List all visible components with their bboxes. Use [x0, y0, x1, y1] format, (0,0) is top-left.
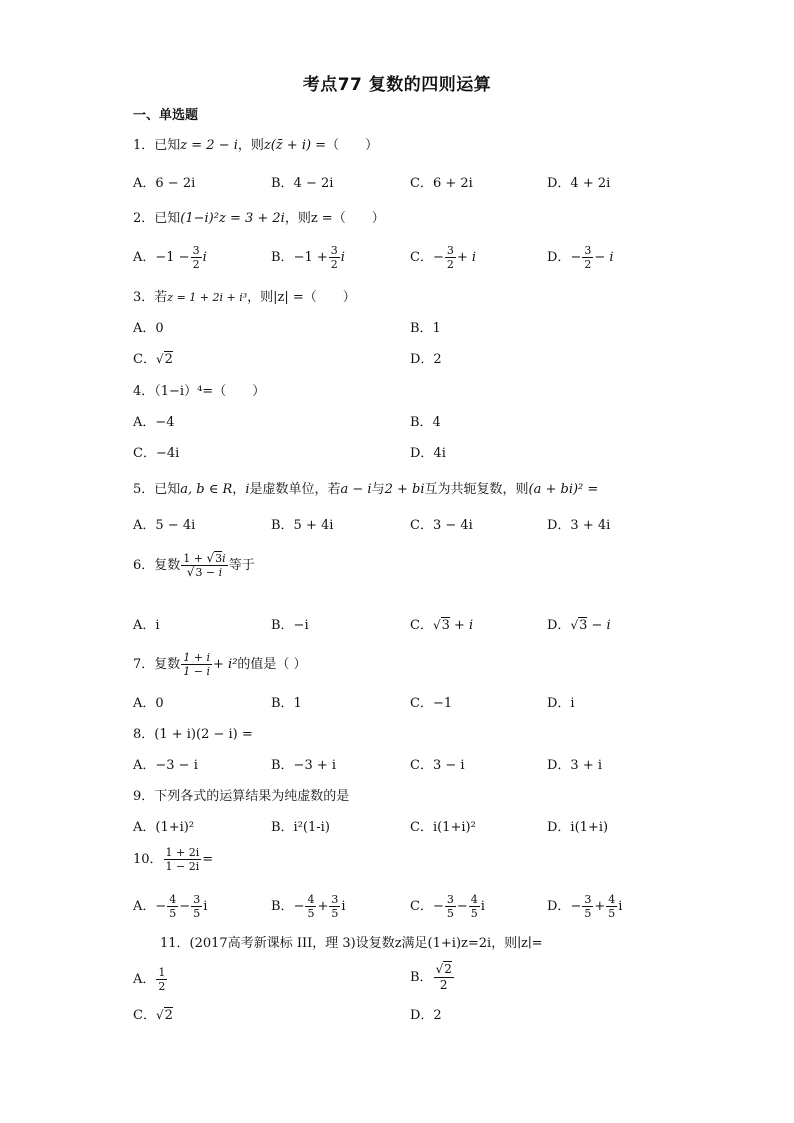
page-title: 考点77 复数的四则运算 — [302, 75, 492, 95]
q2-option-d[interactable]: D．− $\frac{3}{2}$ − i — [547, 244, 614, 271]
q7-option-c[interactable]: C．−1 — [410, 696, 453, 711]
q1-expr2: z(z̄ + i) = — [263, 138, 327, 153]
q1-tail: （ ） — [326, 138, 379, 153]
q10-option-c[interactable]: C．− $\frac{3}{5}$ − $\frac{4}{5}$ i — [410, 893, 485, 920]
q4-option-d[interactable]: D．4i — [410, 446, 446, 461]
q1-expr: z = 2 − i — [180, 138, 238, 153]
q11-option-a[interactable]: A． $\frac{1}{2}$ — [133, 966, 166, 993]
q9-option-c[interactable]: C．i(1+i)² — [410, 820, 476, 835]
q10-option-d[interactable]: D．− $\frac{3}{5}$ + $\frac{4}{5}$ i — [547, 893, 623, 920]
q8-option-d[interactable]: D．3 + i — [547, 758, 603, 773]
q1-mid: ，则 — [237, 138, 264, 153]
q3-option-a[interactable]: A．0 — [133, 321, 164, 336]
q1-option-c[interactable]: C．6 + 2i — [410, 176, 473, 191]
q3-expr: z = 1 + 2i + i³ — [167, 291, 248, 304]
q4-option-b[interactable]: B．4 — [410, 415, 441, 430]
q3-options-row2 — [133, 348, 673, 368]
q8-options — [133, 754, 673, 774]
question-4: 4．（1−i）⁴=（ ） — [133, 384, 266, 399]
q2-expr: (1−i)²z = 3 + 2i — [180, 211, 285, 226]
question-7: 7．复数 $\frac{1 + i}{1 - i}$ + i²的值是（ ） — [133, 651, 307, 678]
q5-option-d[interactable]: D．3 + 4i — [547, 518, 611, 533]
question-11: 11．(2017高考新课标 III，理 3)设复数z满足(1+i)z=2i，则∣z∣= — [160, 936, 543, 951]
question-2 — [133, 207, 385, 226]
question-3 — [133, 286, 356, 305]
q9-option-a[interactable]: A．(1+i)² — [133, 820, 195, 835]
q11-options-row2 — [133, 1004, 673, 1024]
q7-options — [133, 692, 673, 712]
q9-options — [133, 816, 673, 836]
q1-option-d[interactable]: D．4 + 2i — [547, 176, 611, 191]
q2-option-a[interactable]: A．−1 − $\frac{3}{2}$ i — [133, 244, 207, 271]
q5-option-a[interactable]: A．5 − 4i — [133, 518, 196, 533]
q3-tail: ，则|z| =（ ） — [247, 290, 356, 305]
q10-option-a[interactable]: A．− $\frac{4}{5}$ − $\frac{3}{5}$ i — [133, 893, 208, 920]
q10-options — [133, 893, 673, 920]
q3-options-row1 — [133, 317, 673, 337]
q4-options-row1 — [133, 411, 673, 431]
q2-tail: ，则z =（ ） — [284, 211, 385, 226]
q8-option-c[interactable]: C．3 − i — [410, 758, 465, 773]
q2-options — [133, 244, 673, 271]
q9-option-b[interactable]: B．i²(1-i) — [271, 820, 330, 835]
q5-option-c[interactable]: C．3 − 4i — [410, 518, 473, 533]
q1-option-b[interactable]: B．4 − 2i — [271, 176, 334, 191]
q6-option-b[interactable]: B．−i — [271, 618, 309, 633]
question-9: 9．下列各式的运算结果为纯虚数的是 — [133, 789, 350, 804]
q8-option-a[interactable]: A．−3 − i — [133, 758, 198, 773]
q2-stem: 2．已知 — [133, 211, 181, 226]
q7-option-d[interactable]: D．i — [547, 696, 575, 711]
q4-option-a[interactable]: A．−4 — [133, 415, 175, 430]
q8-option-b[interactable]: B．−3 + i — [271, 758, 337, 773]
q11-options-row1 — [133, 962, 673, 998]
q11-option-b[interactable]: B． $\frac{√2}{2}$ — [410, 962, 452, 992]
section-heading: 一、单选题 — [133, 108, 199, 123]
q6-option-d[interactable]: D．√3 − i — [547, 618, 611, 633]
q1-option-a[interactable]: A．6 − 2i — [133, 176, 196, 191]
q7-option-a[interactable]: A．0 — [133, 696, 164, 711]
question-8: 8．(1 + i)(2 − i) = — [133, 727, 253, 742]
q3-stem: 3．若 — [133, 290, 168, 305]
q11-option-c[interactable]: C．√2 — [133, 1008, 173, 1023]
question-10: 10． $\frac{1 + 2i}{1 - 2i}$ = — [133, 846, 214, 873]
q10-option-b[interactable]: B．− $\frac{4}{5}$ + $\frac{3}{5}$ i — [271, 893, 346, 920]
q2-option-b[interactable]: B．−1 + $\frac{3}{2}$ i — [271, 244, 345, 271]
q3-option-c[interactable]: C．√2 — [133, 352, 173, 367]
q6-option-c[interactable]: C．√3 + i — [410, 618, 474, 633]
q6-option-a[interactable]: A．i — [133, 618, 160, 633]
q5-option-b[interactable]: B．5 + 4i — [271, 518, 334, 533]
q5-options — [133, 514, 673, 534]
q6-options — [133, 614, 673, 634]
question-1 — [133, 134, 378, 153]
q1-options — [133, 172, 673, 192]
q4-options-row2 — [133, 442, 673, 462]
q4-option-c[interactable]: C．−4i — [133, 446, 180, 461]
q9-option-d[interactable]: D．i(1+i) — [547, 820, 609, 835]
question-5: 5．已知a, b ∈ R，i是虚数单位，若a − i与2 + bi互为共轭复数，则(a + bi)² = — [133, 482, 599, 497]
q2-option-c[interactable]: C．− $\frac{3}{2}$ + i — [410, 244, 477, 271]
question-6: 6．复数 $\frac{1 + √3i}{√3 - i}$ 等于 — [133, 551, 255, 579]
q3-option-b[interactable]: B．1 — [410, 321, 441, 336]
q11-option-d[interactable]: D．2 — [410, 1008, 442, 1023]
q1-stem: 1．已知 — [133, 138, 181, 153]
q3-option-d[interactable]: D．2 — [410, 352, 442, 367]
q7-option-b[interactable]: B．1 — [271, 696, 302, 711]
